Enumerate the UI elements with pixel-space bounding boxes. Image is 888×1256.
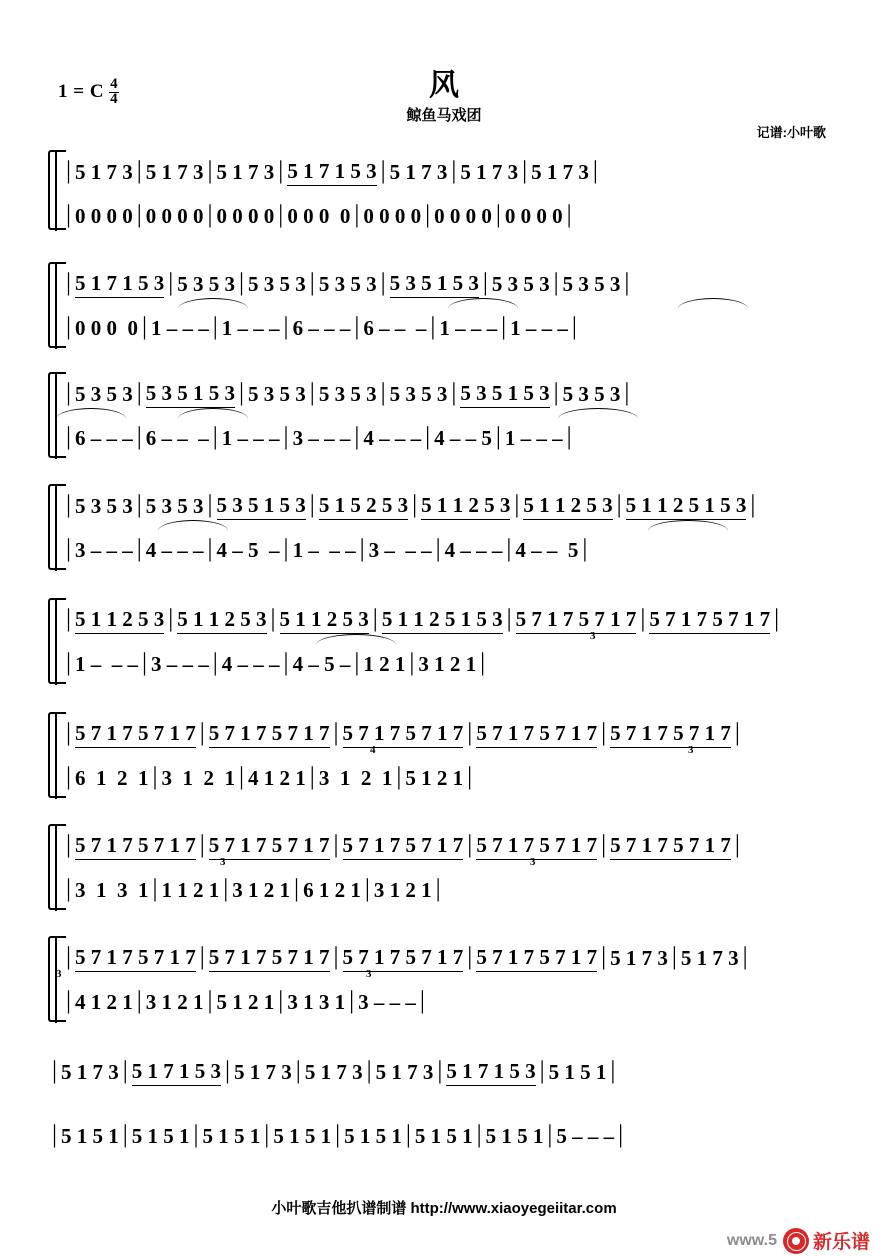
barline: |: [571, 313, 577, 340]
barline: |: [66, 313, 72, 340]
system-1-upper-staff: [62, 150, 848, 194]
measure: 5 1 7 3: [75, 159, 133, 184]
barline: |: [66, 269, 72, 296]
measure: 4 – – –: [363, 425, 422, 450]
disc-icon: [783, 1228, 809, 1254]
barline: |: [207, 201, 213, 228]
system-2-upper-staff: [62, 262, 848, 306]
barline: |: [734, 719, 740, 746]
measure: 5 1 1 2 5 3: [75, 607, 164, 634]
system-1: [48, 150, 848, 226]
measure: 1 1 2 1: [161, 877, 220, 902]
measure: 5 1 7 3: [680, 945, 739, 970]
measure: 5 1 1 2 5 3: [421, 493, 510, 520]
measure: 4 – – –: [444, 537, 503, 562]
system-3-upper-staff: [62, 372, 848, 416]
measure: 4 – 5 –: [216, 537, 280, 562]
measure: 3 1 2 1: [373, 877, 432, 902]
barline: |: [294, 875, 300, 902]
barline: |: [601, 719, 607, 746]
measure: 5 7 1 7 5 7 1 7: [343, 721, 464, 748]
measure: 3 – – –: [358, 989, 416, 1014]
measure: 1 2 1: [363, 651, 406, 676]
barline: |: [207, 987, 213, 1014]
barline: |: [142, 649, 148, 676]
barline: |: [506, 605, 512, 632]
system-7-upper-staff: [62, 824, 848, 868]
barline: |: [774, 605, 780, 632]
barline: |: [223, 875, 229, 902]
measure: 5 3 5 3: [389, 381, 448, 406]
barline: |: [380, 157, 386, 184]
barline: |: [380, 269, 386, 296]
barline: |: [136, 379, 142, 406]
barline: |: [295, 1057, 301, 1084]
measure: 5 7 1 7 5 7 1 7: [343, 833, 464, 860]
barline: |: [136, 491, 142, 518]
barline: |: [239, 379, 245, 406]
artist-subtitle: 鲸鱼马戏团: [406, 107, 482, 124]
barline: |: [66, 943, 72, 970]
barline: |: [199, 943, 205, 970]
barline: |: [425, 201, 431, 228]
watermark: [727, 1227, 870, 1254]
system-10: [48, 1114, 848, 1158]
measure: 3 1 3 1: [287, 989, 346, 1014]
measure: 5 7 1 7 5 7 1 7: [343, 945, 464, 972]
barline: |: [309, 269, 315, 296]
measure: 0 0 0 0: [145, 203, 204, 228]
measure: 5 1 7 3: [234, 1059, 292, 1084]
system-5-lower-staff: [62, 642, 848, 686]
measure: 0 0 0 0: [434, 203, 492, 228]
barline: |: [66, 719, 72, 746]
barline: |: [522, 157, 528, 184]
barline: |: [380, 379, 386, 406]
measure: 5 7 1 7 5 7 1 7: [75, 833, 196, 860]
system-5-upper-staff: [62, 598, 848, 642]
barline: |: [566, 201, 572, 228]
system-6-lower-staff: [62, 756, 848, 800]
measure: 3 1 2 1: [145, 989, 204, 1014]
measure: 5 1 1 2 5 3: [177, 607, 266, 634]
measure: 4 – – –: [221, 651, 280, 676]
measure: 3 – – –: [368, 537, 432, 562]
tuplet-number: 3: [688, 744, 694, 756]
measure: 5 – – –: [556, 1123, 615, 1148]
measure: 5 1 7 3: [145, 159, 204, 184]
measure: 5 1 5 1: [344, 1123, 402, 1148]
measure: 5 1 7 3: [531, 159, 589, 184]
measure: 5 3 5 3: [248, 271, 306, 296]
measure: 1 – – –: [510, 315, 568, 340]
barline: |: [193, 1121, 199, 1148]
barline: |: [207, 491, 213, 518]
barline: |: [136, 535, 142, 562]
barline: |: [333, 719, 339, 746]
system-5: [48, 598, 848, 680]
barline: |: [467, 719, 473, 746]
measure: 5 1 5 1: [131, 1123, 190, 1148]
measure: 5 7 1 7 5 7 1 7: [209, 833, 330, 860]
barline: |: [553, 379, 559, 406]
measure: 5 3 5 3: [318, 271, 377, 296]
barline: |: [435, 875, 441, 902]
barline: |: [359, 535, 365, 562]
barline: |: [309, 763, 315, 790]
tuplet-number: 3: [590, 630, 596, 642]
measure: 5 3 5 3: [248, 381, 306, 406]
system-8-upper-staff: [62, 936, 848, 980]
measure: 5 1 5 2 5 3: [319, 493, 408, 520]
barline: |: [152, 763, 158, 790]
measure: 0 0 0 0: [504, 203, 563, 228]
barline: |: [592, 157, 598, 184]
barline: |: [52, 1057, 58, 1084]
measure: 6 – – –: [363, 315, 427, 340]
barline: |: [437, 1057, 443, 1084]
barline: |: [66, 157, 72, 184]
barline: |: [601, 831, 607, 858]
measure: 5 1 7 3: [610, 945, 668, 970]
measure: 5 1 7 1 5 3: [446, 1059, 535, 1086]
measure: 5 3 5 3: [177, 271, 236, 296]
barline: |: [136, 987, 142, 1014]
system-4-lower-staff: [62, 528, 848, 572]
barline: |: [430, 313, 436, 340]
system-4-upper-staff: [62, 484, 848, 528]
measure: 3 – – –: [292, 425, 351, 450]
barline: |: [66, 831, 72, 858]
measure: 5 7 1 7 5 7 1 7: [476, 833, 597, 860]
system-3: [48, 372, 848, 454]
page-title: 风: [429, 69, 459, 102]
measure: 3 1 2 1: [161, 765, 236, 790]
measure: 5 7 1 7 5 7 1 7: [649, 607, 770, 634]
measure: 5 7 1 7 5 7 1 7: [476, 721, 597, 748]
measure: 3 – – –: [151, 651, 209, 676]
barline: |: [142, 313, 148, 340]
measure: 5 3 5 3: [75, 493, 133, 518]
barline: |: [278, 157, 284, 184]
measure: 5 1 5 1: [485, 1123, 544, 1148]
barline: |: [278, 987, 284, 1014]
measure: 0 0 0 0: [363, 203, 422, 228]
barline: |: [278, 201, 284, 228]
watermark-logo: [783, 1227, 870, 1254]
barline: |: [349, 987, 355, 1014]
barline: |: [354, 313, 360, 340]
barline: |: [66, 535, 72, 562]
system-6: [48, 712, 848, 794]
measure: 1 – – –: [439, 315, 498, 340]
barline: |: [309, 379, 315, 406]
system-1-lower-staff: [62, 194, 848, 238]
measure: 1 – – –: [75, 651, 139, 676]
measure: 3 – – –: [75, 537, 133, 562]
measure: 4 – 5 –: [292, 651, 351, 676]
tuplet-number: 3: [530, 856, 536, 868]
barline: |: [239, 763, 245, 790]
barline: |: [372, 605, 378, 632]
measure: 5 1 7 3: [61, 1059, 119, 1084]
measure: 5 7 1 7 5 7 1 7: [209, 945, 330, 972]
barline: |: [501, 313, 507, 340]
barline: |: [212, 423, 218, 450]
measure: 4 – – 5: [434, 425, 492, 450]
measure: 3 1 2 1: [418, 651, 477, 676]
measure: 4 1 2 1: [248, 765, 306, 790]
barline: |: [419, 987, 425, 1014]
barline: |: [451, 379, 457, 406]
barline: |: [136, 201, 142, 228]
measure: 5 1 5 1: [202, 1123, 261, 1148]
barline: |: [136, 423, 142, 450]
barline: |: [354, 423, 360, 450]
barline: |: [264, 1121, 270, 1148]
measure: 5 1 1 2 5 1 5 3: [382, 607, 503, 634]
barline: |: [270, 605, 276, 632]
measure: 5 3 5 3: [318, 381, 377, 406]
barline: |: [335, 1121, 341, 1148]
measure: 5 1 7 3: [460, 159, 519, 184]
barline: |: [283, 535, 289, 562]
barline: |: [283, 313, 289, 340]
system-2: [48, 262, 848, 344]
barline: |: [239, 269, 245, 296]
measure: 0 0 0 0: [216, 203, 275, 228]
system-8-lower-staff: [62, 980, 848, 1024]
measure: 5 7 1 7 5 7 1 7: [209, 721, 330, 748]
barline: |: [514, 491, 520, 518]
measure: 5 1 5 1: [548, 1059, 607, 1084]
measure: 3 1 2 1: [318, 765, 393, 790]
measure: 5 3 5 1 5 3: [146, 381, 235, 408]
measure: 6 – – –: [75, 425, 133, 450]
barline: |: [122, 1121, 128, 1148]
measure: 5 1 5 1: [273, 1123, 332, 1148]
measure: 5 7 1 7 5 7 1 7: [610, 721, 731, 748]
transcriber-credit: 记谱:小叶歌: [756, 125, 826, 140]
barline: |: [409, 649, 415, 676]
measure: 1 – – –: [292, 537, 356, 562]
time-signature-denominator: 4: [110, 90, 119, 107]
system-2-lower-staff: [62, 306, 848, 350]
watermark-brand: 新乐谱: [812, 1232, 870, 1253]
barline: |: [566, 423, 572, 450]
barline: |: [66, 491, 72, 518]
barline: |: [480, 649, 486, 676]
measure: 1 – – –: [221, 425, 280, 450]
barline: |: [136, 157, 142, 184]
system-6-upper-staff: [62, 712, 848, 756]
measure: 5 3 5 3: [562, 271, 621, 296]
time-signature-numerator: 4: [110, 76, 119, 92]
measure: 5 1 7 1 5 3: [75, 271, 164, 298]
measure: 5 1 7 3: [375, 1059, 434, 1084]
barline: |: [122, 1057, 128, 1084]
measure: 6 – – –: [292, 315, 351, 340]
measure: 5 7 1 7 5 7 1 7: [476, 945, 597, 972]
barline: |: [207, 535, 213, 562]
barline: |: [354, 649, 360, 676]
barline: |: [225, 1057, 231, 1084]
system-7: [48, 824, 848, 906]
barline: |: [309, 491, 315, 518]
barline: |: [212, 313, 218, 340]
system-4: [48, 484, 848, 566]
barline: |: [66, 201, 72, 228]
key-signature-label: 1 = C: [58, 81, 105, 103]
watermark-url: www.5: [726, 1231, 777, 1249]
barline: |: [671, 943, 677, 970]
system-3-lower-staff: [62, 416, 848, 460]
measure: 4 – – –: [145, 537, 204, 562]
measure: 5 1 5 1: [414, 1123, 473, 1148]
measure: 5 1 7 3: [389, 159, 448, 184]
barline: |: [624, 379, 630, 406]
barline: |: [495, 201, 501, 228]
barline: |: [283, 423, 289, 450]
barline: |: [66, 423, 72, 450]
barline: |: [366, 1057, 372, 1084]
barline: |: [553, 269, 559, 296]
barline: |: [212, 649, 218, 676]
barline: |: [168, 605, 174, 632]
barline: |: [640, 605, 646, 632]
footer-credit: 小叶歌吉他扒谱制谱 http://www.xiaoyegeiitar.com: [271, 1200, 617, 1217]
measure: 4 – – 5: [515, 537, 579, 562]
measure: 5 1 1 2 5 3: [523, 493, 612, 520]
barline: |: [425, 423, 431, 450]
tuplet-number: 3: [366, 968, 372, 980]
barline: |: [601, 943, 607, 970]
barline: |: [539, 1057, 545, 1084]
tuplet-number: 3: [220, 856, 226, 868]
measure: 5 1 1 2 5 1 5 3: [626, 493, 747, 520]
measure: 1 – – –: [221, 315, 280, 340]
barline: |: [742, 943, 748, 970]
barline: |: [283, 649, 289, 676]
barline: |: [52, 1121, 58, 1148]
barline: |: [152, 875, 158, 902]
barline: |: [618, 1121, 624, 1148]
barline: |: [467, 831, 473, 858]
barline: |: [482, 269, 488, 296]
barline: |: [66, 649, 72, 676]
measure: 5 3 5 1 5 3: [460, 381, 549, 408]
measure: 5 3 5 1 5 3: [390, 271, 479, 298]
barline: |: [750, 491, 756, 518]
barline: |: [616, 491, 622, 518]
barline: |: [435, 535, 441, 562]
barline: |: [506, 535, 512, 562]
measure: 3 1 2 1: [232, 877, 291, 902]
measure: 5 3 5 3: [491, 271, 550, 296]
measure: 0 0 0 0: [287, 203, 351, 228]
barline: |: [476, 1121, 482, 1148]
barline: |: [199, 719, 205, 746]
barline: |: [467, 763, 473, 790]
measure: 5 7 1 7 5 7 1 7: [75, 721, 196, 748]
barline: |: [66, 987, 72, 1014]
barline: |: [734, 831, 740, 858]
measure: 5 3 5 3: [562, 381, 621, 406]
barline: |: [547, 1121, 553, 1148]
measure: 0 0 0 0: [75, 203, 133, 228]
barline: |: [467, 943, 473, 970]
barline: |: [354, 201, 360, 228]
measure: 6 1 2 1: [303, 877, 361, 902]
measure: 5 1 7 1 5 3: [287, 159, 376, 186]
measure: 0 0 0 0: [75, 315, 139, 340]
measure: 5 1 1 2 5 3: [280, 607, 369, 634]
barline: |: [207, 157, 213, 184]
system-8: [48, 936, 848, 1018]
measure: 5 7 1 7 5 7 1 7: [516, 607, 637, 634]
barline: |: [66, 379, 72, 406]
measure: 5 7 1 7 5 7 1 7: [610, 833, 731, 860]
measure: 5 1 2 1: [216, 989, 275, 1014]
barline: |: [451, 157, 457, 184]
tuplet-number: 3: [56, 968, 62, 980]
barline: |: [412, 491, 418, 518]
measure: 5 1 7 1 5 3: [132, 1059, 221, 1086]
measure: 5 1 7 3: [304, 1059, 363, 1084]
barline: |: [396, 763, 402, 790]
system-9-staff: [48, 1050, 848, 1094]
barline: |: [582, 535, 588, 562]
barline: |: [364, 875, 370, 902]
barline: |: [66, 875, 72, 902]
measure: 5 3 5 3: [75, 381, 133, 406]
system-10-staff: [48, 1114, 848, 1158]
system-9: [48, 1050, 848, 1094]
measure: 5 3 5 3: [145, 493, 204, 518]
barline: |: [624, 269, 630, 296]
barline: |: [405, 1121, 411, 1148]
barline: |: [168, 269, 174, 296]
measure: 5 1 2 1: [405, 765, 464, 790]
measure: 1 – – –: [151, 315, 209, 340]
measure: 5 1 5 1: [61, 1123, 119, 1148]
barline: |: [333, 831, 339, 858]
barline: |: [66, 763, 72, 790]
measure: 6 1 2 1: [75, 765, 149, 790]
barline: |: [610, 1057, 616, 1084]
measure: 5 3 5 1 5 3: [217, 493, 306, 520]
measure: 5 1 7 3: [216, 159, 275, 184]
tuplet-number: 4: [370, 744, 376, 756]
measure: 1 – – –: [504, 425, 563, 450]
measure: 3 1 3 1: [75, 877, 149, 902]
measure: 6 – – –: [145, 425, 209, 450]
barline: |: [333, 943, 339, 970]
measure: 4 1 2 1: [75, 989, 133, 1014]
barline: |: [199, 831, 205, 858]
measure: 5 7 1 7 5 7 1 7: [75, 945, 196, 972]
barline: |: [495, 423, 501, 450]
system-7-lower-staff: [62, 868, 848, 912]
barline: |: [66, 605, 72, 632]
